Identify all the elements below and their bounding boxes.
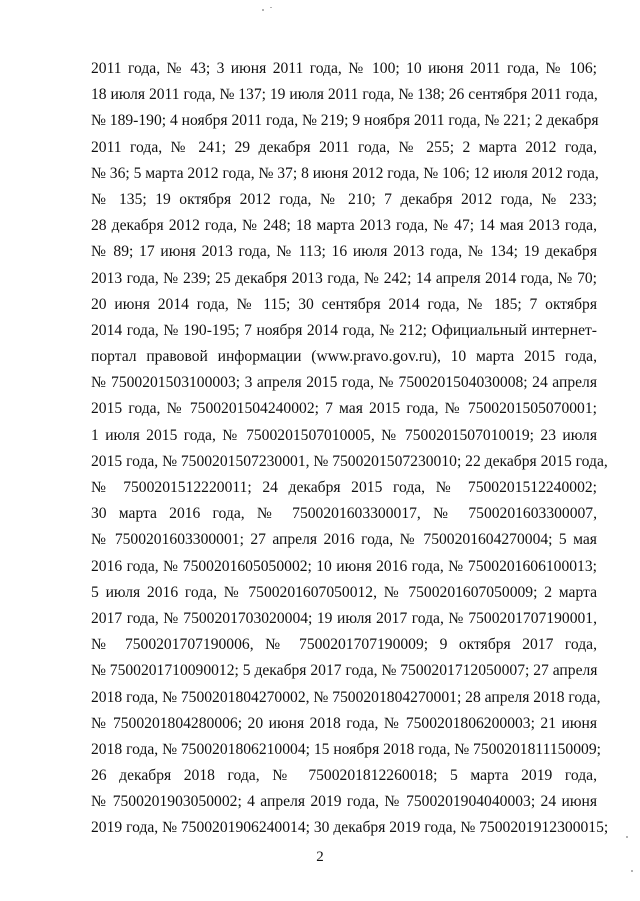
scan-speck-top-2 bbox=[270, 7, 272, 8]
text-line: 28 декабря 2012 года, № 248; 18 марта 2013 года, № 47; 14 мая 2013 года, bbox=[91, 217, 597, 235]
text-line: 5 июля 2016 года, № 7500201607050012, № 7500201607050009; 2 марта bbox=[91, 583, 597, 601]
text-line: портал правовой информации (www.pravo.gov.ru), 10 марта 2015 года, bbox=[91, 348, 597, 366]
text-line: 2015 года, № 7500201504240002; 7 мая 2015 года, № 7500201505070001; bbox=[91, 400, 597, 418]
text-line: № 135; 19 октября 2012 года, № 210; 7 декабря 2012 года, № 233; bbox=[91, 190, 597, 208]
text-line: 2018 года, № 7500201804270002, № 7500201804270001; 28 апреля 2018 года, bbox=[91, 688, 601, 706]
text-line: № 36; 5 марта 2012 года, № 37; 8 июня 2012 года, № 106; 12 июля 2012 года, bbox=[91, 164, 599, 182]
text-line: 26 декабря 2018 года, № 7500201812260018; 5 марта 2019 года, bbox=[91, 767, 597, 785]
text-line: 2019 года, № 7500201906240014; 30 декабря 2019 года, № 7500201912300015; bbox=[91, 819, 609, 837]
scan-speck-top bbox=[262, 9, 264, 11]
scan-speck-right-2 bbox=[631, 870, 633, 872]
text-line: 2016 года, № 7500201605050002; 10 июня 2016 года, № 7500201606100013; bbox=[91, 557, 597, 575]
text-line: № 7500201512220011; 24 декабря 2015 года, № 7500201512240002; bbox=[91, 479, 597, 496]
text-line: № 189-190; 4 ноября 2011 года, № 219; 9 ноября 2011 года, № 221; 2 декабря bbox=[91, 112, 599, 130]
scan-speck-right bbox=[626, 836, 628, 838]
text-line: № 7500201603300001; 27 апреля 2016 года, № 7500201604270004; 5 мая bbox=[91, 531, 597, 549]
body-text bbox=[91, 56, 609, 842]
text-line: № 7500201710090012; 5 декабря 2017 года, № 7500201712050007; 27 апреля bbox=[91, 662, 598, 680]
page-number: 2 bbox=[316, 849, 324, 865]
text-line: 2013 года, № 239; 25 декабря 2013 года, № 242; 14 апреля 2014 года, № 70; bbox=[91, 269, 597, 287]
text-line: 20 июня 2014 года, № 115; 30 сентября 2014 года, № 185; 7 октября bbox=[91, 295, 597, 313]
text-line: 2017 года, № 7500201703020004; 19 июля 2017 года, № 7500201707190001, bbox=[91, 609, 597, 627]
text-line: 2018 года, № 7500201806210004; 15 ноября 2018 года, № 7500201811150009; bbox=[91, 740, 601, 758]
text-line: 2014 года, № 190-195; 7 ноября 2014 года, № 212; Официальный интернет- bbox=[91, 321, 597, 339]
text-line: 2011 года, № 43; 3 июня 2011 года, № 100; 10 июня 2011 года, № 106; bbox=[91, 60, 597, 77]
text-line: № 7500201707190006, № 7500201707190009; 9 октября 2017 года, bbox=[91, 636, 597, 654]
text-line: № 7500201903050002; 4 апреля 2019 года, № 7500201904040003; 24 июня bbox=[91, 793, 597, 811]
text-line: 30 марта 2016 года, № 7500201603300017, № 7500201603300007, bbox=[91, 505, 597, 523]
text-line: 18 июля 2011 года, № 137; 19 июля 2011 года, № 138; 26 сентября 2011 года, bbox=[91, 86, 598, 104]
text-line: 2011 года, № 241; 29 декабря 2011 года, № 255; 2 марта 2012 года, bbox=[91, 138, 597, 156]
text-line: 1 июля 2015 года, № 7500201507010005, № 7500201507010019; 23 июля bbox=[91, 426, 597, 444]
text-line: № 89; 17 июня 2013 года, № 113; 16 июля 2013 года, № 134; 19 декабря bbox=[91, 243, 597, 261]
text-line: № 7500201804280006; 20 июня 2018 года, № 7500201806200003; 21 июня bbox=[91, 714, 597, 732]
text-line: № 7500201503100003; 3 апреля 2015 года, № 7500201504030008; 24 апреля bbox=[91, 374, 597, 392]
text-line: 2015 года, № 7500201507230001, № 7500201507230010; 22 декабря 2015 года, bbox=[91, 452, 608, 470]
